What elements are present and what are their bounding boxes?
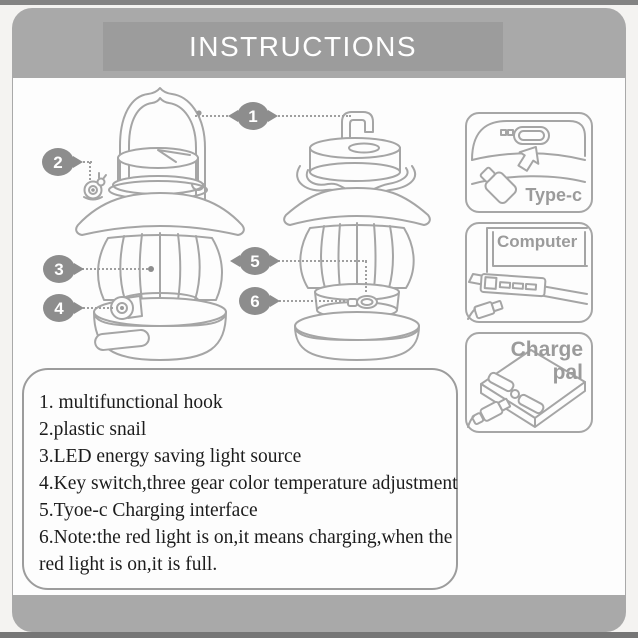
callout-badge-3: 3 bbox=[43, 255, 75, 283]
title-box bbox=[103, 22, 503, 71]
callout-badge-4: 4 bbox=[43, 294, 75, 322]
panel-charge-pal bbox=[465, 332, 593, 433]
panel-label: Charge pal bbox=[510, 338, 583, 384]
page-title: INSTRUCTIONS bbox=[189, 30, 417, 62]
callout-badge-5: 5 bbox=[239, 247, 271, 275]
leader-line-5 bbox=[271, 260, 367, 262]
lantern-hook-diagram bbox=[278, 96, 436, 368]
parts-list-item: 6.Note:the red light is on,it means charging,when the bbox=[39, 527, 453, 548]
snail-icon bbox=[84, 173, 106, 200]
parts-list-item: 4.Key switch,three gear color temperature adjustment bbox=[39, 473, 458, 494]
panel-label: Type-c bbox=[525, 185, 582, 205]
panel-label: Computer bbox=[497, 232, 578, 251]
content-area bbox=[13, 78, 625, 595]
callout-badge-6: 6 bbox=[239, 287, 271, 315]
leader-line-6 bbox=[271, 300, 345, 302]
parts-list-item: 5.Tyoe-c Charging interface bbox=[39, 500, 258, 521]
lantern-handle-diagram bbox=[68, 86, 258, 374]
parts-list bbox=[22, 368, 458, 590]
callout-badge-2: 2 bbox=[42, 148, 74, 176]
photo-edge-bottom bbox=[0, 632, 638, 638]
sheet-background bbox=[12, 8, 626, 632]
parts-list-item: red light is on,it is full. bbox=[39, 554, 218, 575]
key-switch-icon bbox=[111, 296, 142, 319]
parts-list-item: 1. multifunctional hook bbox=[39, 392, 223, 413]
parts-list-item: 2.plastic snail bbox=[39, 419, 147, 440]
panel-computer bbox=[465, 222, 593, 323]
photo-edge-top bbox=[0, 0, 638, 5]
leader-line-5-drop bbox=[365, 261, 367, 292]
parts-list-item: 3.LED energy saving light source bbox=[39, 446, 302, 467]
callout-badge-1: 1 bbox=[237, 102, 269, 130]
leader-line-3 bbox=[75, 268, 151, 270]
leader-dot-3 bbox=[148, 266, 154, 272]
leader-line-2-drop bbox=[89, 162, 91, 180]
panel-type-c bbox=[465, 112, 593, 213]
